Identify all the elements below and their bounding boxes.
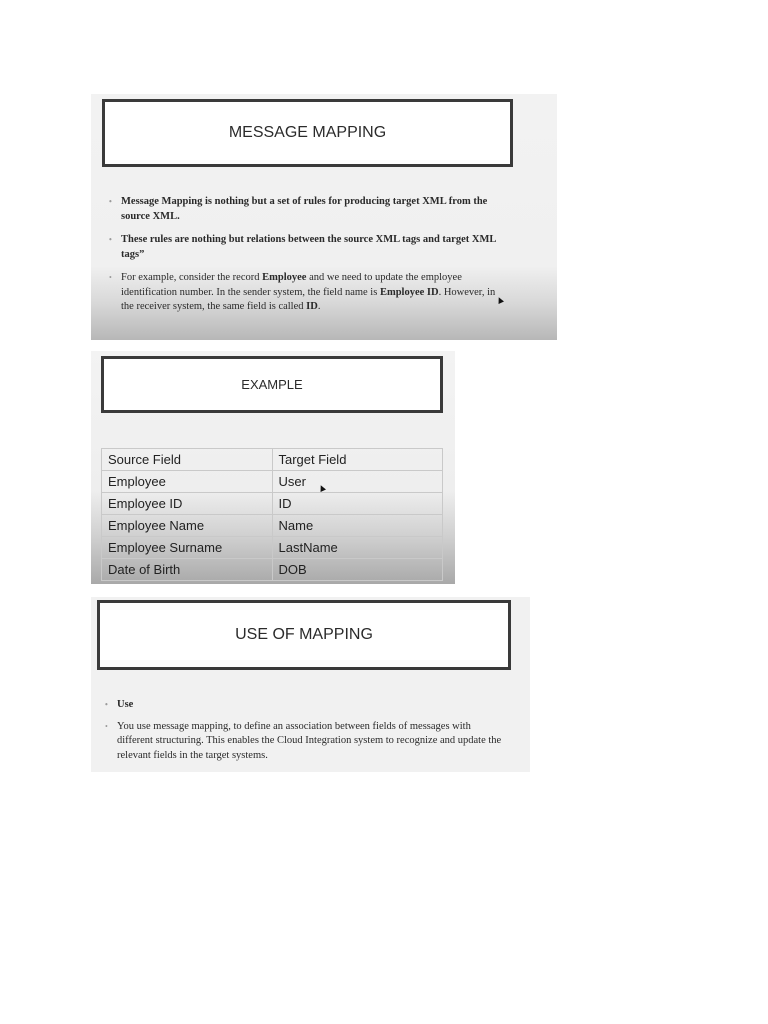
table-row: [102, 559, 443, 581]
bullet-text: You use message mapping, to define an association between fields of messages with different structuring. This enables the Cloud Integration system to recognize and update the relevant fields in the target systems.: [117, 720, 502, 761]
table-cell: Date of Birth: [102, 559, 273, 581]
table-row: [102, 493, 443, 515]
table-cell: Employee ID: [102, 493, 273, 515]
bullet-item: [109, 233, 504, 262]
bullet-list: [105, 698, 505, 770]
bullet-text: These rules are nothing but relations between the source XML tags and target XML tags”: [121, 234, 496, 260]
bullet-text-part: . However, in the receiver system, the same field is called: [121, 286, 496, 312]
slide-message-mapping: [91, 94, 557, 340]
bullet-bold-term: Employee: [262, 272, 307, 283]
table-header-row: [102, 449, 443, 471]
slide-example: [91, 351, 455, 584]
bullet-text-part: .: [317, 301, 321, 312]
bullet-dot-icon: •: [109, 273, 112, 282]
bullet-text: Use: [117, 699, 134, 710]
table-cell: Employee Surname: [102, 537, 273, 559]
table-row: [102, 537, 443, 559]
table-cell: LastName: [272, 537, 443, 559]
table-cell: User: [272, 471, 443, 493]
bullet-dot-icon: •: [109, 235, 112, 244]
bullet-text-part: and we need to update the employee identification number. In the sender system, the field name is: [121, 272, 462, 298]
bullet-item: [109, 195, 504, 224]
slide-title: EXAMPLE: [101, 356, 443, 413]
table-cell: Employee Name: [102, 515, 273, 537]
bullet-dot-icon: •: [105, 721, 108, 731]
table-cell: Employee: [102, 471, 273, 493]
table-cell: DOB: [272, 559, 443, 581]
bullet-list: [109, 195, 504, 324]
bullet-text-part: For example, consider the record: [121, 272, 263, 283]
bullet-dot-icon: •: [105, 700, 108, 709]
table-row: [102, 515, 443, 537]
table-header-cell: Target Field: [272, 449, 443, 471]
bullet-item: [105, 720, 505, 764]
bullet-text: Message Mapping is nothing but a set of rules for producing target XML from the source XML.: [121, 196, 488, 222]
bullet-item: [109, 271, 504, 315]
slide-use-of-mapping: [91, 597, 530, 772]
mapping-table: [101, 448, 443, 581]
table-cell: Name: [272, 515, 443, 537]
bullet-dot-icon: •: [109, 197, 112, 206]
slide-title: MESSAGE MAPPING: [102, 99, 513, 167]
bullet-bold-term: Employee ID: [379, 286, 439, 298]
table-header-cell: Source Field: [102, 449, 273, 471]
table-cell: ID: [272, 493, 443, 515]
table-row: [102, 471, 443, 493]
bullet-item: [105, 698, 505, 713]
slide-title: USE OF MAPPING: [97, 600, 511, 670]
bullet-bold-term: ID: [306, 301, 318, 312]
